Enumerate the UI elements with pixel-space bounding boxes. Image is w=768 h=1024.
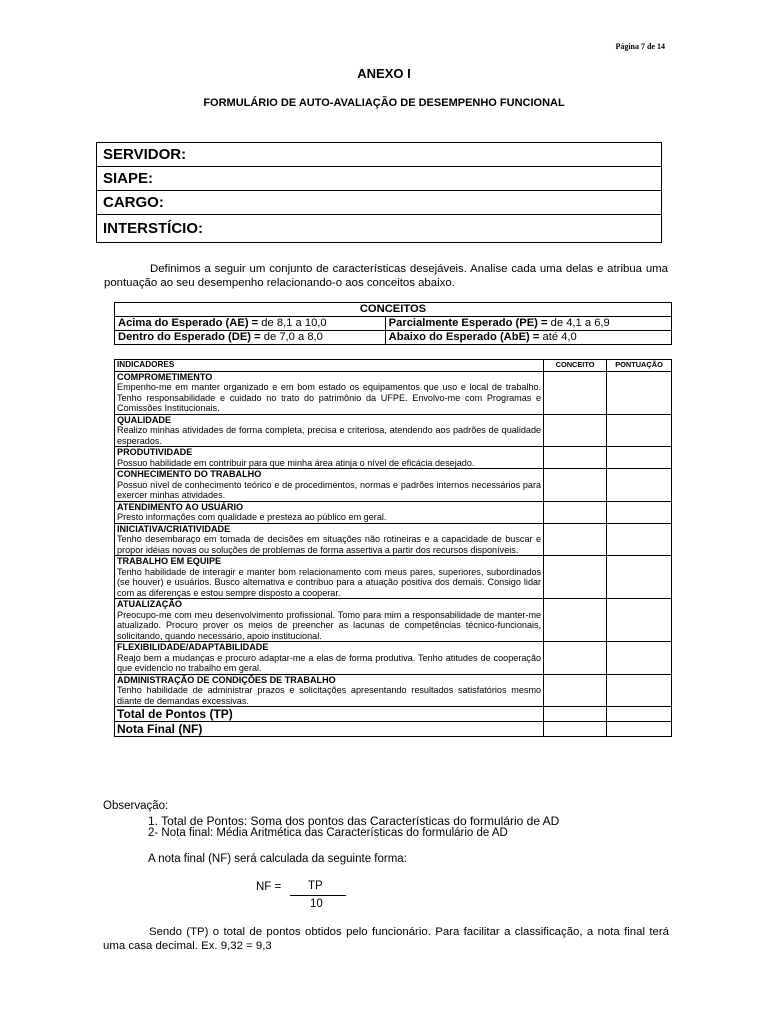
servidor-field: SERVIDOR: (97, 143, 661, 167)
concept-cell[interactable] (544, 371, 607, 414)
formula-intro: A nota final (NF) será calculada da seguinte forma: (148, 853, 407, 865)
formula-numerator: TP (308, 880, 323, 892)
intro-text: Definimos a seguir um conjunto de características desejáveis. Analise cada uma delas e atribua uma pontuação ao seu desempenho relacionando-o aos conceitos abaixo. (104, 263, 668, 289)
cargo-field: CARGO: (97, 191, 661, 215)
closing-paragraph (103, 925, 669, 953)
indicator-title: INICIATIVA/CRIATIVIDADE (117, 523, 231, 534)
concept-pe-label: Parcialmente Esperado (PE) = (388, 317, 548, 329)
annex-title: ANEXO I (357, 66, 411, 81)
table-row (115, 674, 672, 707)
final-grade-label: Nota Final (NF) (115, 722, 544, 737)
table-row (115, 371, 672, 414)
concept-cell[interactable] (544, 523, 607, 556)
indicator-text: Tenho habilidade de interagir e manter bom relacionamento com meus pares, superiores, subordinados (se houver) e usuários. Busco alternativa e contribuo para a atuação positiva dos demais. Consigo lidar com as diferenças e estou sempre disposto a cooperar. (117, 566, 542, 598)
final-grade-row (115, 722, 672, 737)
score-cell[interactable] (607, 414, 672, 447)
concept-ae-range: de 8,1 a 10,0 (258, 317, 327, 329)
concept-abe-range: até 4,0 (539, 331, 577, 343)
concept-cell[interactable] (544, 642, 607, 675)
col-concept: CONCEITO (544, 360, 607, 372)
score-cell[interactable] (607, 707, 672, 722)
concept-cell[interactable] (544, 707, 607, 722)
indicator-text: Tenho habilidade de administrar prazos e solicitações apresentando resultados satisfatórios mesmo diante de demandas excessivas. (117, 685, 542, 706)
form-title: FORMULÁRIO DE AUTO-AVALIAÇÃO DE DESEMPENHO FUNCIONAL (203, 97, 565, 109)
indicator-text: Possuo nível de conhecimento teórico e de procedimentos, normas e padrões internos necessários para exercer minhas atividades. (117, 479, 542, 500)
concept-de-label: Dentro do Esperado (DE) = (118, 331, 261, 343)
score-cell[interactable] (607, 674, 672, 707)
page-number: Página 7 de 14 (615, 42, 665, 51)
score-cell[interactable] (607, 469, 672, 502)
table-row (115, 447, 672, 469)
indicator-title: ATENDIMENTO AO USUÁRIO (117, 501, 244, 512)
indicator-text: Reajo bem a mudanças e procuro adaptar-me a elas de forma produtiva. Tenho atitudes de cooperação que evidencio no trabalho em geral. (117, 652, 542, 673)
indicator-text: Preocupo-me com meu desenvolvimento profissional. Tomo para mim a responsabilidade de manter-me atualizado. Procuro prover os meios de preencher as lacunas de competências técnico-funcionais, solicitando, quando necessário, apoio institucional. (117, 609, 542, 641)
concept-cell[interactable] (544, 556, 607, 599)
intersticio-field: INTERSTÍCIO: (103, 220, 203, 237)
table-row (115, 523, 672, 556)
observation-label: Observação: (103, 800, 169, 812)
concept-ae (115, 317, 386, 331)
table-row (115, 469, 672, 502)
observation-item-1: 1. Total de Pontos: Soma dos pontos das Características do formulário de AD (148, 814, 560, 828)
concept-ae-label: Acima do Esperado (AE) = (118, 317, 259, 329)
total-points-row (115, 707, 672, 722)
indicator-title: TRABALHO EM EQUIPE (117, 556, 222, 566)
fraction-line (290, 895, 346, 896)
total-points-label: Total de Pontos (TP) (115, 707, 544, 722)
indicator-text: Tenho desembaraço em tomada de decisões em situações não rotineiras e a capacidade de buscar e propor idéias novas ou soluções de problemas de forma assertiva a partir dos recursos disponíveis. (117, 534, 542, 555)
score-cell[interactable] (607, 371, 672, 414)
table-row (115, 642, 672, 675)
concept-cell[interactable] (544, 414, 607, 447)
concept-cell[interactable] (544, 599, 607, 642)
table-row (115, 501, 672, 523)
indicator-title: CONHECIMENTO DO TRABALHO (117, 469, 262, 479)
concept-abe (385, 331, 671, 345)
concept-abe-label: Abaixo do Esperado (AbE) = (388, 331, 540, 343)
indicator-title: ATUALIZAÇÃO (117, 599, 182, 609)
formula-denominator: 10 (310, 898, 323, 910)
concept-cell[interactable] (544, 501, 607, 523)
score-cell[interactable] (607, 501, 672, 523)
siape-field: SIAPE: (97, 167, 661, 191)
indicators-header-row (115, 360, 672, 372)
intro-paragraph (104, 262, 668, 290)
concept-pe-range: de 4,1 a 6,9 (547, 317, 610, 329)
concepts-table (114, 302, 672, 345)
col-score: PONTUAÇÃO (607, 360, 672, 372)
score-cell[interactable] (607, 722, 672, 737)
indicator-text: Realizo minhas atividades de forma completa, precisa e criteriosa, atendendo aos padrões de qualidade esperados. (117, 425, 542, 446)
indicator-title: QUALIDADE (117, 414, 172, 425)
score-cell[interactable] (607, 599, 672, 642)
score-cell[interactable] (607, 556, 672, 599)
indicator-title: PRODUTIVIDADE (117, 447, 193, 457)
col-indicators: INDICADORES (115, 360, 544, 372)
concept-de (115, 331, 386, 345)
concept-cell[interactable] (544, 674, 607, 707)
indicator-title: ADMINISTRAÇÃO DE CONDIÇÕES DE TRABALHO (117, 674, 336, 685)
concepts-header: CONCEITOS (115, 303, 672, 317)
indicator-title: COMPROMETIMENTO (117, 371, 213, 382)
concept-cell[interactable] (544, 722, 607, 737)
score-cell[interactable] (607, 523, 672, 556)
identification-box (96, 142, 662, 243)
indicator-text: Possuo habilidade em contribuir para que minha área atinja o nível de eficácia desejado. (117, 457, 475, 468)
table-row (115, 556, 672, 599)
formula-nf-label: NF = (256, 881, 282, 893)
indicators-table (114, 359, 672, 737)
concept-cell[interactable] (544, 447, 607, 469)
concept-de-range: de 7,0 a 8,0 (260, 331, 323, 343)
observation-item-2: 2- Nota final: Média Aritmética das Características do formulário de AD (148, 827, 508, 839)
concept-pe (385, 317, 671, 331)
score-cell[interactable] (607, 642, 672, 675)
indicator-text: Presto informações com qualidade e presteza ao público em geral. (117, 512, 387, 522)
table-row (115, 414, 672, 447)
concept-cell[interactable] (544, 469, 607, 502)
indicator-title: FLEXIBILIDADE/ADAPTABILIDADE (117, 642, 269, 652)
indicator-text: Empenho-me em manter organizado e em bom estado os equipamentos que uso e local de trabalho. Tenho responsabilidade e cuidado no trato do patrimônio da UFPE. Envolvo-me com Programas e Comissões Institucionais. (117, 382, 542, 413)
table-row (115, 599, 672, 642)
score-cell[interactable] (607, 447, 672, 469)
closing-text: Sendo (TP) o total de pontos obtidos pelo funcionário. Para facilitar a classificação, a nota final terá uma casa decimal. Ex. 9,32 = 9,3 (103, 926, 669, 952)
